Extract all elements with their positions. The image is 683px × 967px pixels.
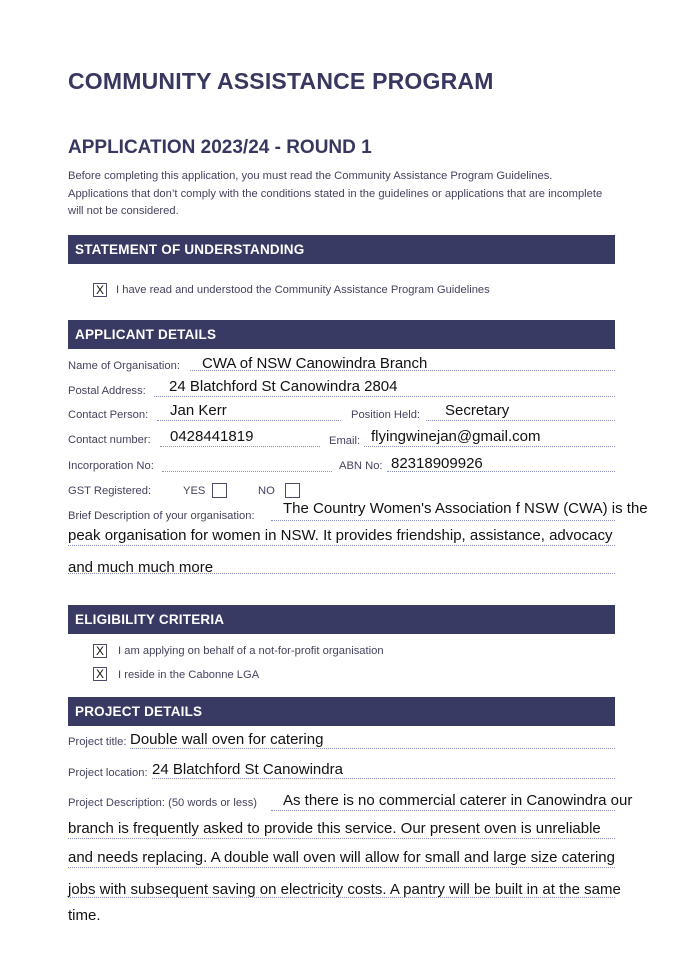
cabonne-resident-checkbox[interactable]: X <box>93 667 107 681</box>
project-location-label: Project location: <box>68 767 148 779</box>
position-held-value: Secretary <box>445 402 510 419</box>
contact-person-label: Contact Person: <box>68 409 149 421</box>
org-description-value-line3: and much much more <box>68 559 214 576</box>
project-description-value-line1: As there is no commercial caterer in Canowindra our <box>283 792 633 809</box>
position-held-label: Position Held: <box>351 409 421 421</box>
org-description-value-line1: The Country Women's Association f NSW (CWA) is the <box>283 500 648 517</box>
application-round-heading: APPLICATION 2023/24 - ROUND 1 <box>68 137 372 158</box>
org-description-value-line2: peak organisation for women in NSW. It provides friendship, assistance, advocacy <box>68 527 613 544</box>
contact-number-field[interactable] <box>160 446 320 447</box>
project-description-value-line3: and needs replacing. A double wall oven will allow for small and large size catering <box>68 849 615 866</box>
project-title-value: Double wall oven for catering <box>130 731 324 748</box>
intro-paragraph: Before completing this application, you must read the Community Assistance Program Guidelines. Applications that don’t comply with the conditions stated in the guidelines or applications that are incomplete will not be considered. <box>68 170 603 217</box>
position-held-field[interactable] <box>426 420 615 421</box>
incorporation-number-field[interactable] <box>162 471 332 472</box>
project-description-field-line3[interactable] <box>68 867 615 868</box>
contact-person-value: Jan Kerr <box>170 402 227 419</box>
project-description-value-line5: time. <box>68 907 101 924</box>
cabonne-resident-label: I reside in the Cabonne LGA <box>118 669 260 681</box>
gst-no-checkbox[interactable] <box>285 483 300 498</box>
project-description-field-line1[interactable] <box>271 810 615 811</box>
email-field[interactable] <box>364 446 615 447</box>
project-title-label: Project title: <box>68 736 127 748</box>
contact-number-label: Contact number: <box>68 434 151 446</box>
project-location-value: 24 Blatchford St Canowindra <box>152 761 343 778</box>
page-title: COMMUNITY ASSISTANCE PROGRAM <box>68 68 494 94</box>
not-for-profit-label: I am applying on behalf of a not-for-profit organisation <box>118 645 384 657</box>
section-applicant-header: APPLICANT DETAILS <box>68 320 615 349</box>
section-project-header: PROJECT DETAILS <box>68 697 615 726</box>
abn-value: 82318909926 <box>391 455 483 472</box>
project-description-value-line2: branch is frequently asked to provide this service. Our present oven is unreliable <box>68 820 601 837</box>
incorporation-number-label: Incorporation No: <box>68 460 154 472</box>
gst-yes-label: YES <box>183 485 206 497</box>
project-description-label: Project Description: (50 words or less) <box>68 797 258 809</box>
postal-address-label: Postal Address: <box>68 385 146 397</box>
guidelines-checkbox[interactable]: X <box>93 283 107 297</box>
gst-yes-checkbox[interactable] <box>212 483 227 498</box>
org-description-label: Brief Description of your organisation: <box>68 510 255 522</box>
project-description-value-line4: jobs with subsequent saving on electricity costs. A pantry will be built in at the same <box>68 881 621 898</box>
contact-number-value: 0428441819 <box>170 428 254 445</box>
contact-person-field[interactable] <box>157 420 341 421</box>
org-name-label: Name of Organisation: <box>68 360 180 372</box>
abn-label: ABN No: <box>339 460 383 472</box>
section-eligibility-header: ELIGIBILITY CRITERIA <box>68 605 615 634</box>
org-description-field-line1[interactable] <box>271 520 615 521</box>
postal-address-value: 24 Blatchford St Canowindra 2804 <box>169 378 398 395</box>
not-for-profit-checkbox[interactable]: X <box>93 644 107 658</box>
section-statement-header: STATEMENT OF UNDERSTANDING <box>68 235 615 264</box>
guidelines-checkbox-label: I have read and understood the Community Assistance Program Guidelines <box>116 284 490 296</box>
gst-no-label: NO <box>258 485 275 497</box>
gst-registered-label: GST Registered: <box>68 485 152 497</box>
email-value: flyingwinejan@gmail.com <box>371 428 541 445</box>
project-description-field-line2[interactable] <box>68 838 615 839</box>
project-location-field[interactable] <box>152 778 615 779</box>
email-label: Email: <box>329 435 361 447</box>
postal-address-field[interactable] <box>154 396 615 397</box>
project-title-field[interactable] <box>130 748 615 749</box>
org-name-value: CWA of NSW Canowindra Branch <box>202 355 428 372</box>
org-description-field-line2[interactable] <box>68 545 615 546</box>
